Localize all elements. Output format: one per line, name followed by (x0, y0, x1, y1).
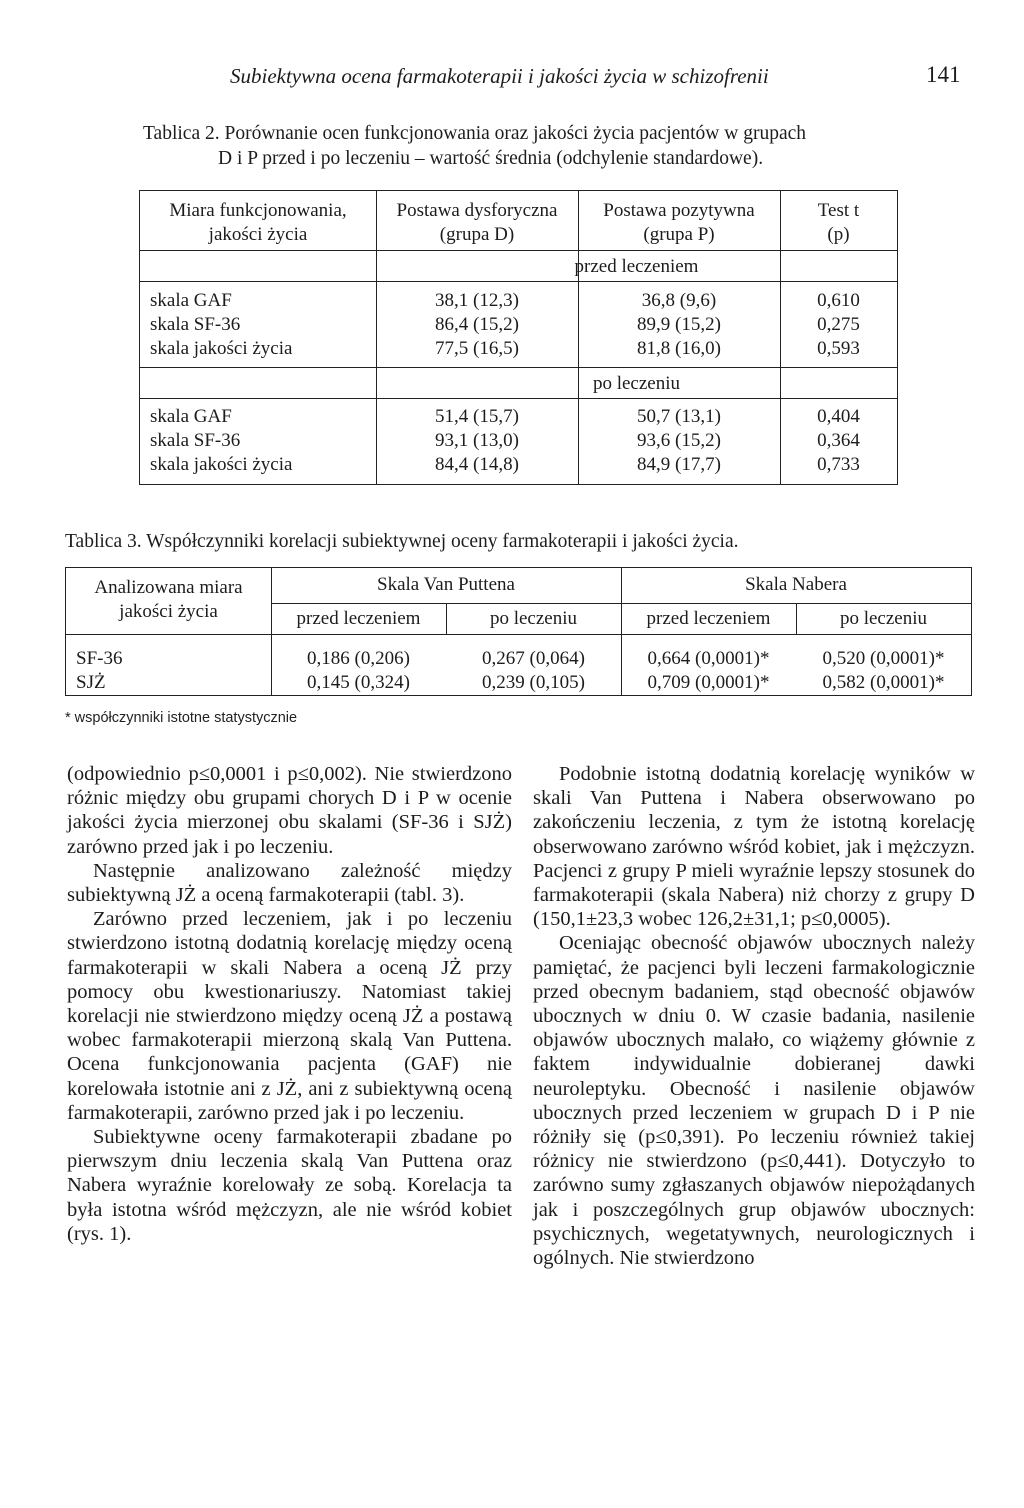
table-rule (377, 250, 897, 251)
paragraph: (odpowiednio p≤0,0001 i p≤0,002). Nie stwierdzono różnic między obu grupami chorych D i P w ocenie jakości życia mierzonej obu skalami (SF-36 i SJŻ) zarówno przed jak i po leczeniu. (67, 763, 512, 858)
section-label-before: przed leczeniem (574, 256, 699, 277)
values-vp-before: 0,186 (0,206) 0,145 (0,324) (307, 648, 410, 693)
col-header-nabera: Skala Nabera (745, 574, 847, 595)
table-row: skala GAF (150, 406, 232, 427)
running-title: Subiektywna ocena farmakoterapii i jakości życia w schizofrenii (230, 64, 769, 88)
paragraph: Podobnie istotną dodatnią korelację wyników w skali Van Puttena i Nabera obserwowano po zakończeniu leczenia, z tym że istotną korelację obserwowano zarówno wśród kobiet, jak i mężczyzn. Pacjenci z grupy P mieli wyraźnie lepszy stosunek do farmakoterapii (skala Nabera) niż chorzy z grupy D (150,1±23,3 wobec 126,2±31,1; p≤0,0005). (533, 763, 975, 931)
sub-header: przed leczeniem (296, 608, 421, 629)
table-row: SF-36 (76, 648, 123, 669)
table-rule (140, 281, 897, 282)
table-rule (140, 367, 897, 368)
table2 (139, 190, 898, 485)
col-header-group-p: Postawa pozytywna (grupa P) (603, 200, 755, 245)
table2-caption-line: D i P przed i po leczeniu – wartość średnia (odchylenie standardowe). (218, 148, 764, 169)
table3 (65, 567, 972, 696)
col-header-measure: Analizowana miara jakości życia (94, 577, 243, 622)
row-labels-before (150, 289, 292, 361)
col-header-measure: Miara funkcjonowania, jakości życia (169, 200, 347, 245)
table-row: SJŻ (76, 672, 106, 693)
table-rule (140, 398, 897, 399)
right-column (533, 762, 975, 1270)
values-t-after: 0,404 0,364 0,733 (817, 406, 860, 475)
table-row: skala jakości życia (150, 454, 293, 475)
table2-caption-line: Tablica 2. Porównanie ocen funkcjonowania oraz jakości życia pacjentów w grupach (143, 123, 806, 144)
values-d-before: 38,1 (12,3) 86,4 (15,2) 77,5 (16,5) (435, 290, 519, 359)
table-row: skala GAF (150, 290, 232, 311)
paragraph: Następnie analizowano zależność między subiektywną JŻ a oceną farmakoterapii (tabl. 3). (67, 859, 512, 907)
table3-footnote: * współczynniki istotne statystycznie (65, 710, 298, 726)
values-n-before: 0,664 (0,0001)* 0,709 (0,0001)* (647, 648, 770, 693)
table3-caption: Tablica 3. Współczynniki korelacji subiektywnej oceny farmakoterapii i jakości życia. (65, 531, 739, 552)
sub-header: po leczeniu (489, 608, 578, 629)
values-p-after: 50,7 (13,1) 93,6 (15,2) 84,9 (17,7) (637, 406, 721, 475)
section-label-after: po leczeniu (592, 373, 681, 394)
table2-caption (143, 121, 923, 171)
sub-header: przed leczeniem (646, 608, 771, 629)
paragraph: Subiektywne oceny farmakoterapii zbadane po pierwszym dniu leczenia skalą Van Puttena oraz Nabera wyraźnie korelowały ze sobą. Korelacja ta była istotna wśród mężczyzn, ale nie wśród kobiet (rys. 1). (67, 1126, 512, 1245)
col-header-van-puttena: Skala Van Puttena (377, 574, 515, 595)
col-header-group-d: Postawa dysforyczna (grupa D) (396, 200, 558, 245)
table-rule (271, 603, 971, 604)
values-d-after: 51,4 (15,7) 93,1 (13,0) 84,4 (14,8) (435, 406, 519, 475)
table-row: skala SF-36 (150, 314, 241, 335)
table-rule (66, 634, 971, 635)
page-number: 141 (926, 62, 961, 87)
table-rule (140, 250, 377, 251)
col-header-test: Test t (p) (817, 200, 860, 245)
row-labels-after (150, 405, 292, 477)
values-vp-after: 0,267 (0,064) 0,239 (0,105) (482, 648, 585, 693)
values-p-before: 36,8 (9,6) 89,9 (15,2) 81,8 (16,0) (637, 290, 721, 359)
sub-header: po leczeniu (839, 608, 928, 629)
running-header (0, 60, 1024, 94)
row-labels (76, 647, 122, 695)
table-row: skala SF-36 (150, 430, 241, 451)
table-row: skala jakości życia (150, 338, 293, 359)
paragraph: Zarówno przed leczeniem, jak i po leczeniu stwierdzono istotną dodatnią korelację między oceną farmakoterapii w skali Nabera a oceną JŻ przy pomocy obu kwestionariuszy. Natomiast takiej korelacji nie stwierdzono między oceną JŻ a postawą wobec farmakoterapii mierzoną skalą Van Puttena. Ocena funkcjonowania pacjenta (GAF) nie korelowała istotnie ani z JŻ, ani z subiektywną oceną farmakoterapii, zarówno przed jak i po leczeniu. (67, 908, 512, 1124)
values-t-before: 0,610 0,275 0,593 (817, 290, 860, 359)
left-column (67, 762, 512, 1246)
values-n-after: 0,520 (0,0001)* 0,582 (0,0001)* (822, 648, 945, 693)
paragraph: Oceniając obecność objawów ubocznych należy pamiętać, że pacjenci byli leczeni farmakologicznie przed obecnym badaniem, stąd obecność objawów ubocznych w dniu 0. W czasie badania, nasilenie objawów ubocznych malało, co wiążemy głównie z faktem indywidualnie dobieranej dawki neuroleptyku. Obecność i nasilenie objawów ubocznych przed leczeniem w grupach D i P nie różniły się (p≤0,391). Po leczeniu również takiej różnicy nie stwierdzono (p≤0,441). Dotyczyło to zarówno sumy zgłaszanych objawów niepożądanych jak i poszczególnych grup objawów ubocznych: psychicznych, wegetatywnych, neurologicznych i ogólnych. Nie stwierdzono (533, 932, 975, 1270)
